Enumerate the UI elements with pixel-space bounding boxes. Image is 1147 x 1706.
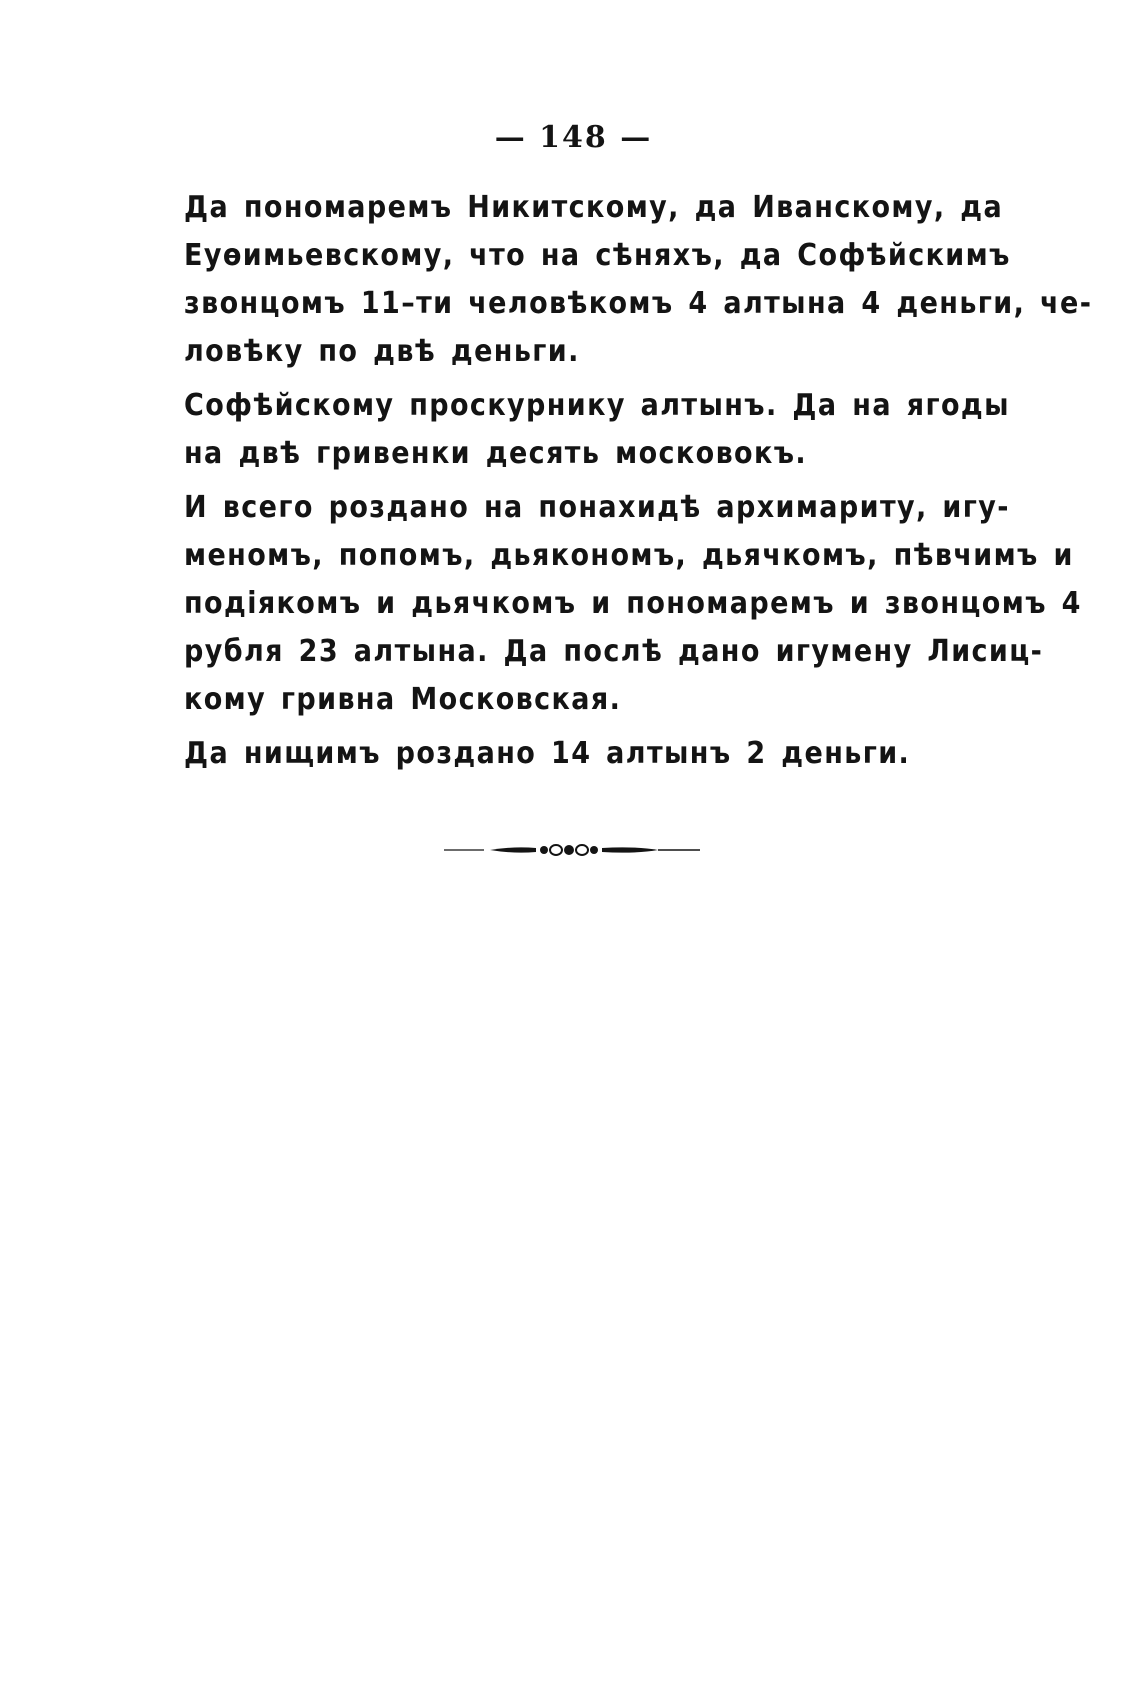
page-number: — 148 —	[494, 120, 653, 155]
text-line: звонцомъ 11–ти человѣкомъ 4 алтына 4 деньги, че-	[184, 286, 1093, 321]
paragraph-1	[144, 184, 1093, 376]
text-line: ловѣку по двѣ деньги.	[184, 334, 580, 369]
text-line: на двѣ гривенки десять московокъ.	[184, 436, 808, 471]
text-line: меномъ, попомъ, дьякономъ, дьячкомъ, пѣвчимъ и	[184, 538, 1074, 573]
text-line: подіякомъ и дьячкомъ и пономаремъ и звонцомъ 4	[184, 586, 1082, 621]
text-line: И всего роздано на понахидѣ архимариту, игу-	[184, 490, 1010, 525]
body-text	[144, 184, 1093, 784]
ornamental-divider-icon	[444, 840, 700, 860]
paragraph-3	[144, 484, 1082, 724]
text-line: Софѣйскому проскурнику алтынъ. Да на ягоды	[184, 388, 1010, 423]
paragraph-2	[144, 382, 1010, 478]
text-line: Да пономаремъ Никитскому, да Иванскому, да	[184, 190, 1004, 225]
text-line: рубля 23 алтына. Да послѣ дано игумену Лисиц-	[184, 634, 1044, 669]
text-line: Еуѳимьевскому, что на сѣняхъ, да Софѣйскимъ	[184, 238, 1011, 273]
text-line: Да нищимъ роздано 14 алтынъ 2 деньги.	[184, 736, 911, 771]
paragraph-4	[144, 730, 1002, 778]
text-line: кому гривна Московская.	[184, 682, 622, 717]
